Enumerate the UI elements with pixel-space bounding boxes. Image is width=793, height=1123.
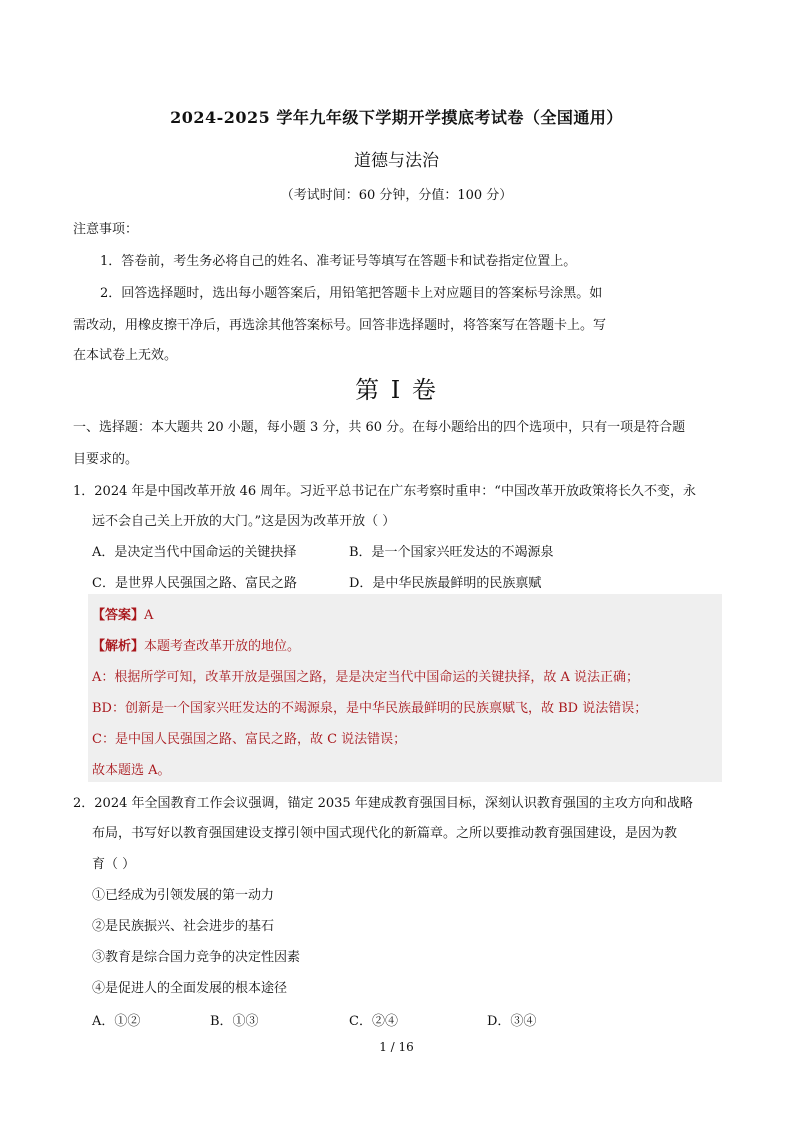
q2-option-a: A．①② [92, 1014, 141, 1029]
section-instructions-line-2: 目要求的。 [73, 452, 139, 467]
q1-analysis-conclusion: 故本题选 A。 [92, 763, 171, 778]
subject-title: 道德与法治 [354, 151, 439, 171]
analysis-label: 【解析】 [92, 639, 145, 654]
notice-item-2-line-2: 需改动，用橡皮擦干净后，再选涂其他答案标号。回答非选择题时，将答案写在答题卡上。写 [73, 318, 607, 333]
q2-statement-1: ①已经成为引领发展的第一动力 [92, 888, 275, 903]
answer-value: A [144, 608, 154, 623]
q1-answer-panel [88, 594, 722, 782]
page-number: 1 / 16 [379, 1040, 414, 1054]
q1-option-d: D．是中华民族最鲜明的民族禀赋 [349, 576, 542, 591]
notice-item-2-line-3: 在本试卷上无效。 [73, 348, 178, 363]
q1-analysis-line-c: C：是中国人民强国之路、富民之路，故 C 说法错误； [92, 732, 407, 747]
exam-info: （考试时间：60 分钟，分值：100 分） [280, 188, 513, 203]
q1-analysis-line-bd: BD：创新是一个国家兴旺发达的不竭源泉，是中华民族最鲜明的民族禀赋飞，故 BD 说法错误； [92, 701, 648, 716]
notice-heading: 注意事项： [73, 222, 139, 237]
q2-statement-2: ②是民族振兴、社会进步的基石 [92, 919, 275, 934]
q1-stem-line-2: 远不会自己关上开放的大门。”这是因为改革开放（ ） [92, 514, 396, 529]
q1-analysis [92, 635, 300, 654]
q2-stem-line-1: 2．2024 年全国教育工作会议强调，锚定 2035 年建成教育强国目标，深刻认识教育强国的主攻方向和战略 [73, 796, 693, 811]
q2-option-d: D．③④ [487, 1014, 537, 1029]
section-heading: 第 I 卷 [355, 376, 438, 404]
q2-statement-4: ④是促进人的全面发展的根本途径 [92, 981, 288, 996]
q1-option-a: A．是决定当代中国命运的关键抉择 [92, 545, 297, 560]
answer-label: 【答案】 [92, 608, 145, 623]
section-instructions-line-1: 一、选择题：本大题共 20 小题，每小题 3 分，共 60 分。在每小题给出的四个选项中，只有一项是符合题 [73, 420, 686, 435]
notice-item-2-line-1: 2．回答选择题时，选出每小题答案后，用铅笔把答题卡上对应题目的答案标号涂黑。如 [100, 286, 603, 301]
q2-statement-3: ③教育是综合国力竞争的决定性因素 [92, 950, 301, 965]
q1-analysis-line-a: A：根据所学可知，改革开放是强国之路，是是决定当代中国命运的关键抉择，故 A 说法正确； [92, 670, 640, 685]
q2-stem-line-2: 布局，书写好以教育强国建设支撑引领中国式现代化的新篇章。之所以要推动教育强国建设，是因为教 [92, 826, 678, 841]
q1-option-b: B．是一个国家兴旺发达的不竭源泉 [349, 545, 554, 560]
q1-stem-line-1: 1．2024 年是中国改革开放 46 周年。习近平总书记在广东考察时重申：“中国改革开放政策将长久不变，永 [73, 484, 696, 499]
exam-title: 2024-2025 学年九年级下学期开学摸底考试卷（全国通用） [170, 108, 623, 127]
q1-option-c: C．是世界人民强国之路、富民之路 [92, 576, 297, 591]
analysis-text: 本题考查改革开放的地位。 [144, 639, 301, 654]
q1-answer [92, 604, 153, 623]
q2-option-c: C．②④ [349, 1014, 398, 1029]
notice-item-1: 1．答卷前，考生务必将自己的姓名、准考证号等填写在答题卡和试卷指定位置上。 [100, 254, 577, 269]
q2-option-b: B．①③ [210, 1014, 259, 1029]
q2-stem-line-3: 育（ ） [92, 857, 136, 872]
